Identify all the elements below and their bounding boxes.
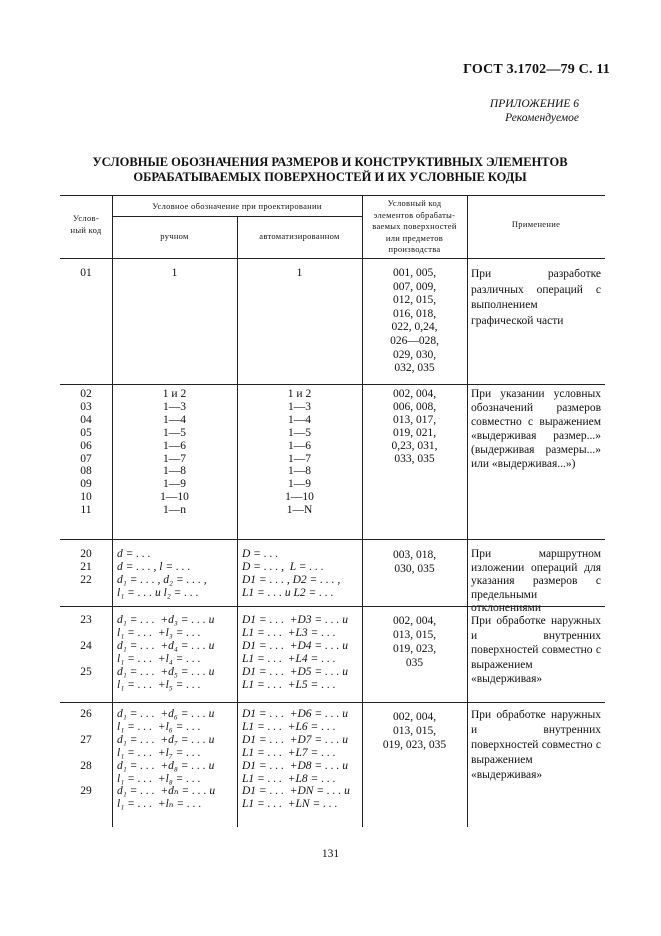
row-element-codes: 003, 018, 030, 035 [392, 549, 437, 575]
row-usage: При обработке наружных и внутренних поверхностей совместно с выражением «выдерживая» [471, 709, 601, 781]
row-manual: 1 и 2 1—3 1—4 1—5 1—6 1—7 1—8 1—9 1—10 1—n [160, 388, 189, 517]
title-line-1: УСЛОВНЫЕ ОБОЗНАЧЕНИЯ РАЗМЕРОВ И КОНСТРУКТИВНЫХ ЭЛЕМЕНТОВ [92, 155, 568, 169]
row-element-codes: 002, 004, 013, 015, 019, 023, 035 [392, 615, 437, 669]
appendix-block [490, 97, 579, 125]
row-element-codes: 001, 005, 007, 009, 012, 015, 016, 018, 022, 0,24, 026—028, 029, 030, 032, 035 [390, 267, 439, 375]
header-code: Услов- ный код [70, 213, 102, 235]
row-auto: D1 = . . . +D3 = . . . и L1 = . . . +L3 = . . . D1 = . . . +D4 = . . . и L1 = . . . +L4 = . . . D1 = . . . +D5 = . . . и L1 = . . . +L5 = . . . [242, 614, 349, 691]
row-codes: 26 27 28 29 [80, 708, 92, 798]
row-manual: d = . . . d = . . . , l = . . . d₁ = . . . , d₂ = . . . , l₁ = . . . и l₂ = . . . [117, 548, 207, 599]
row-auto: D1 = . . . +D6 = . . . и L1 = . . . +L6 = . . . D1 = . . . +D7 = . . . и L1 = . . . +L7 = . . . D1 = . . . +D8 = . . . и L1 = . . . +L8 = . . . D1 = . . . +DN = . . . и L1 = . . . +LN = . . . [242, 708, 350, 811]
title-line-2: ОБРАБАТЫВАЕМЫХ ПОВЕРХНОСТЕЙ И ИХ УСЛОВНЫЕ КОДЫ [133, 170, 527, 184]
row-manual: d₁ = . . . +d₃ = . . . и l₁ = . . . +l₃ = . . . d₁ = . . . +d₄ = . . . и l₁ = . . . +l₄ = . . . d₁ = . . . +d₅ = . . . и l₁ = . . . +l₅ = . . . [117, 614, 215, 691]
page-header: ГОСТ 3.1702—79 С. 11 [463, 62, 610, 77]
header-designation: Условное обозначение при проектировании [152, 201, 322, 211]
row-manual: d₁ = . . . +d₆ = . . . и l₁ = . . . +l₆ = . . . d₁ = . . . +d₇ = . . . и l₁ = . . . +l₇ = . . . d₁ = . . . +d₈ = . . . и l₁ = . . . +l₈ = . . . d₁ = . . . +dₙ = . . . и l₁ = . . . +lₙ = . . . [117, 708, 216, 811]
page-number: 131 [321, 848, 340, 860]
row-usage: При указании условных обозначений размеров совместно с выражением «выдерживая размер...» (выдерживая размеры...» или «выдерживая...») [471, 388, 601, 470]
row-auto: D = . . . D = . . . , L = . . . D1 = . . . , D2 = . . . , L1 = . . . и L2 = . . . [242, 548, 341, 599]
row-usage: При маршрутном изложении операций для указания размеров с предельными отклонениями [471, 548, 601, 615]
appendix-status: Рекомендуемое [505, 112, 579, 124]
header-auto: автоматизированном [259, 231, 340, 241]
row-element-codes: 002, 004, 006, 008, 013, 017, 019, 021, 0,23, 031, 033, 035 [391, 388, 438, 465]
row-usage: При разработке различных операций с выполнением графической части [471, 268, 601, 327]
header-usage: Применение [511, 219, 561, 229]
row-manual: 1 [171, 267, 178, 279]
document-title [60, 155, 600, 185]
row-auto: 1 [296, 267, 303, 279]
row-usage: При обработке наружных и внутренних поверхностей совместно с выражением «выдерживая» [471, 615, 601, 685]
header-element-code: Условный код элементов обрабаты- ваемых поверхностей или предметов производства [372, 198, 457, 254]
appendix-label: ПРИЛОЖЕНИЕ 6 [489, 98, 579, 110]
row-element-codes: 002, 004, 013, 015, 019, 023, 035 [382, 711, 447, 751]
row-codes: 01 [80, 267, 92, 279]
header-manual: ручном [160, 231, 189, 241]
row-auto: 1 и 2 1—3 1—4 1—5 1—6 1—7 1—8 1—9 1—10 1—N [285, 388, 314, 517]
row-codes: 23 24 25 [80, 614, 92, 678]
row-codes: 02 03 04 05 06 07 08 09 10 11 [80, 388, 92, 517]
row-codes: 20 21 22 [80, 548, 92, 586]
